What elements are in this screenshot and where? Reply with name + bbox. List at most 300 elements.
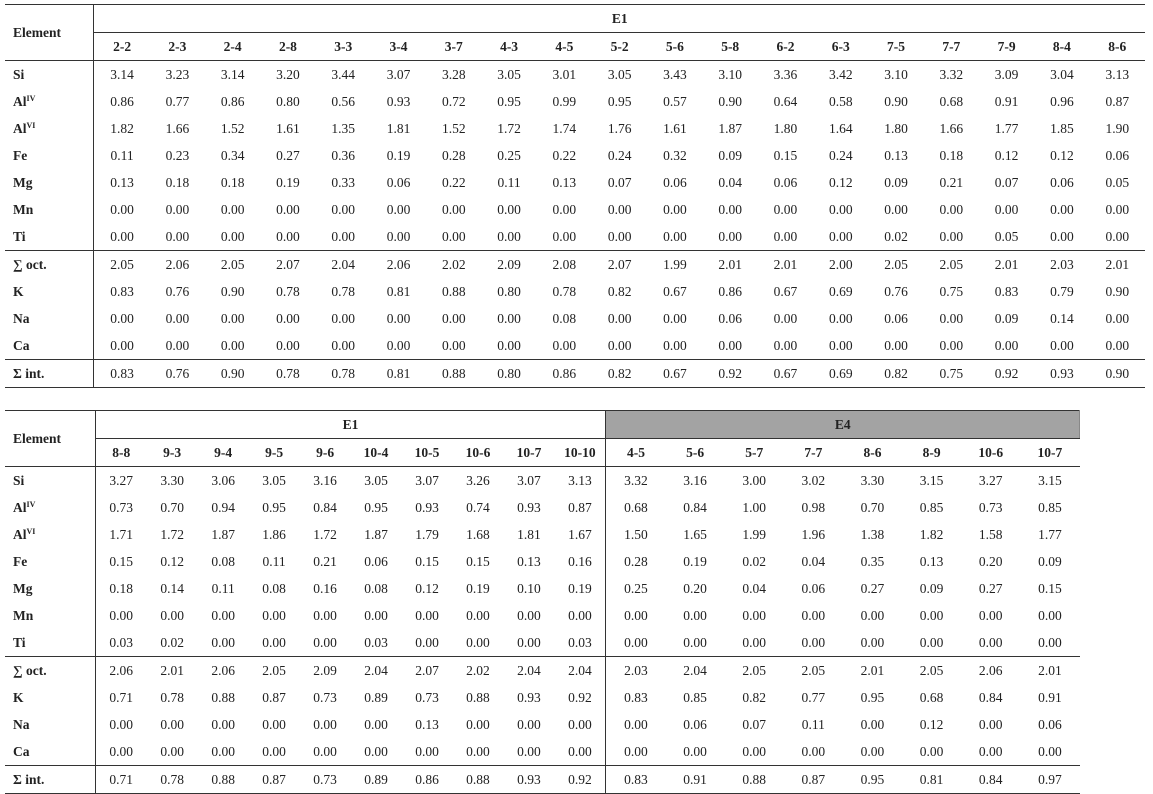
element-symbol: K bbox=[13, 689, 24, 705]
table-row bbox=[5, 88, 1145, 115]
sample-column-header: 2-8 bbox=[260, 33, 315, 61]
element-symbol: Mg bbox=[13, 174, 33, 190]
table-cell: 0.00 bbox=[683, 607, 707, 623]
table-cell: 0.00 bbox=[517, 743, 541, 759]
element-symbol: Fe bbox=[13, 553, 28, 569]
table-cell: 2.06 bbox=[961, 657, 1020, 685]
table-cell: 2.06 bbox=[150, 251, 205, 279]
table-cell: 0.00 bbox=[220, 310, 245, 326]
table-cell: 0.87 bbox=[568, 499, 592, 515]
table-cell: 1.77 bbox=[1038, 526, 1062, 542]
table-cell: 0.96 bbox=[1050, 93, 1074, 109]
table-cell: 0.00 bbox=[742, 607, 767, 623]
table-cell: 0.72 bbox=[441, 93, 466, 109]
element-label bbox=[5, 657, 95, 685]
coordination-superscript: VI bbox=[26, 526, 36, 536]
table-cell: 2.06 bbox=[95, 657, 146, 685]
table-cell: 0.07 bbox=[607, 174, 632, 190]
table-cell: 0.77 bbox=[801, 689, 826, 705]
table-cell: 0.78 bbox=[160, 689, 184, 705]
table-cell: 0.69 bbox=[813, 360, 868, 388]
table-cell: 0.00 bbox=[466, 634, 490, 650]
sample-column-header: 2-3 bbox=[150, 33, 205, 61]
table-cell: 1.99 bbox=[742, 526, 767, 542]
table-cell: 0.89 bbox=[364, 689, 388, 705]
table-cell: 0.12 bbox=[1050, 147, 1074, 163]
table-cell: 1.80 bbox=[773, 120, 798, 136]
table-cell: 0.81 bbox=[902, 766, 961, 794]
table-cell: 0.00 bbox=[211, 607, 235, 623]
table-cell: 0.00 bbox=[364, 743, 388, 759]
table-cell: 0.23 bbox=[165, 147, 190, 163]
table-cell: 0.80 bbox=[276, 93, 300, 109]
table-cell: 0.67 bbox=[663, 283, 687, 299]
table-cell: 0.00 bbox=[663, 310, 687, 326]
element-symbol: Σ int. bbox=[13, 771, 45, 787]
table-cell: 0.93 bbox=[1034, 360, 1089, 388]
table-cell: 0.00 bbox=[919, 634, 944, 650]
table-cell: 0.16 bbox=[568, 553, 592, 569]
table-cell: 0.83 bbox=[994, 283, 1019, 299]
element-symbol: Si bbox=[13, 66, 25, 82]
table-cell: 3.00 bbox=[742, 472, 767, 488]
table-cell: 0.93 bbox=[503, 766, 554, 794]
table-cell: 3.05 bbox=[262, 472, 286, 488]
table-cell: 0.00 bbox=[165, 228, 190, 244]
table-cell: 0.74 bbox=[466, 499, 490, 515]
table-cell: 0.87 bbox=[249, 766, 300, 794]
table-cell: 2.05 bbox=[94, 251, 150, 279]
table-cell: 0.88 bbox=[466, 689, 490, 705]
table-cell: 0.00 bbox=[939, 201, 964, 217]
table-cell: 0.88 bbox=[441, 283, 466, 299]
table-cell: 0.22 bbox=[441, 174, 466, 190]
table-cell: 0.00 bbox=[160, 607, 184, 623]
table-cell: 0.00 bbox=[801, 634, 826, 650]
element-label bbox=[5, 766, 95, 794]
sample-column-header: 4-5 bbox=[537, 33, 592, 61]
table-cell: 2.01 bbox=[1020, 657, 1079, 685]
table-cell: 3.20 bbox=[276, 66, 300, 82]
table-cell: 0.33 bbox=[331, 174, 356, 190]
table-cell: 2.05 bbox=[924, 251, 979, 279]
table-row bbox=[5, 223, 1145, 251]
table-cell: 0.82 bbox=[607, 283, 632, 299]
table-cell: 1.52 bbox=[220, 120, 245, 136]
table-row bbox=[5, 548, 1080, 575]
table-cell: 0.76 bbox=[150, 360, 205, 388]
table-cell: 2.01 bbox=[147, 657, 198, 685]
table-cell: 0.09 bbox=[1038, 553, 1062, 569]
table-cell: 0.00 bbox=[415, 634, 439, 650]
table-cell: 3.14 bbox=[110, 66, 134, 82]
table-cell: 0.11 bbox=[497, 174, 521, 190]
table-cell: 0.00 bbox=[165, 310, 190, 326]
table-cell: 1.81 bbox=[517, 526, 541, 542]
table-cell: 0.34 bbox=[220, 147, 245, 163]
element-column-header: Element bbox=[5, 411, 95, 467]
table-cell: 0.00 bbox=[568, 743, 592, 759]
table-cell: 0.00 bbox=[663, 228, 687, 244]
table-cell: 1.61 bbox=[276, 120, 300, 136]
table-cell: 0.70 bbox=[860, 499, 885, 515]
table-cell: 0.12 bbox=[160, 553, 184, 569]
sample-column-header: 2-2 bbox=[94, 33, 150, 61]
table-row bbox=[5, 657, 1080, 685]
table-cell: 0.92 bbox=[703, 360, 758, 388]
element-label bbox=[5, 305, 94, 332]
table-cell: 0.00 bbox=[110, 337, 134, 353]
table-cell: 1.38 bbox=[860, 526, 885, 542]
table-cell: 0.09 bbox=[994, 310, 1019, 326]
table-cell: 1.50 bbox=[606, 521, 666, 548]
table-cell: 0.00 bbox=[331, 337, 356, 353]
table-row bbox=[5, 766, 1080, 794]
table-cell: 0.08 bbox=[552, 310, 577, 326]
table-cell: 0.76 bbox=[165, 283, 190, 299]
table-cell: 0.00 bbox=[262, 743, 286, 759]
table-cell: 0.03 bbox=[109, 634, 134, 650]
table-cell: 0.90 bbox=[884, 93, 908, 109]
table-cell: 3.04 bbox=[1050, 66, 1074, 82]
sample-column-header: 10-10 bbox=[554, 439, 605, 467]
table-cell: 0.00 bbox=[978, 743, 1003, 759]
table-cell: 0.00 bbox=[978, 716, 1003, 732]
table-cell: 2.05 bbox=[902, 657, 961, 685]
element-label bbox=[5, 61, 94, 89]
table-cell: 0.18 bbox=[165, 174, 190, 190]
table-row bbox=[5, 332, 1145, 360]
table-cell: 0.73 bbox=[978, 499, 1003, 515]
table-cell: 3.14 bbox=[220, 66, 245, 82]
table-cell: 0.00 bbox=[110, 201, 134, 217]
table-cell: 0.00 bbox=[742, 634, 767, 650]
table-cell: 0.84 bbox=[683, 499, 707, 515]
table-cell: 0.13 bbox=[415, 716, 439, 732]
table-cell: 0.86 bbox=[110, 93, 134, 109]
table-cell: 0.00 bbox=[466, 607, 490, 623]
table-cell: 3.36 bbox=[773, 66, 798, 82]
table-cell: 0.81 bbox=[371, 360, 426, 388]
table-cell: 0.00 bbox=[1038, 607, 1062, 623]
table-cell: 0.22 bbox=[552, 147, 577, 163]
table-cell: 0.27 bbox=[978, 580, 1003, 596]
table-cell: 0.02 bbox=[884, 228, 908, 244]
table-cell: 0.06 bbox=[1038, 716, 1062, 732]
table-cell: 0.95 bbox=[262, 499, 286, 515]
table-cell: 0.00 bbox=[110, 228, 134, 244]
table-cell: 0.00 bbox=[607, 228, 632, 244]
table-cell: 0.11 bbox=[262, 553, 286, 569]
table-cell: 0.90 bbox=[1105, 283, 1130, 299]
table-cell: 0.03 bbox=[364, 634, 388, 650]
element-symbol: Ca bbox=[13, 337, 30, 353]
table-cell: 0.00 bbox=[1050, 337, 1074, 353]
table-cell: 0.95 bbox=[860, 689, 885, 705]
table-cell: 0.00 bbox=[364, 716, 388, 732]
table-cell: 0.00 bbox=[683, 743, 707, 759]
table-cell: 3.16 bbox=[683, 472, 707, 488]
table-row bbox=[5, 521, 1080, 548]
table-cell: 3.15 bbox=[1038, 472, 1062, 488]
element-label bbox=[5, 360, 94, 388]
table-cell: 0.04 bbox=[742, 580, 767, 596]
table-cell: 0.13 bbox=[884, 147, 908, 163]
table-cell: 1.85 bbox=[1050, 120, 1074, 136]
table-cell: 2.06 bbox=[371, 251, 426, 279]
table-cell: 0.78 bbox=[316, 360, 371, 388]
table-cell: 0.00 bbox=[415, 607, 439, 623]
table-cell: 0.93 bbox=[386, 93, 411, 109]
table-cell: 0.00 bbox=[262, 716, 286, 732]
table-cell: 1.96 bbox=[801, 526, 826, 542]
table-cell: 0.85 bbox=[683, 689, 707, 705]
element-label bbox=[5, 142, 94, 169]
table-cell: 0.83 bbox=[94, 360, 150, 388]
table-cell: 2.05 bbox=[868, 251, 923, 279]
table-cell: 0.06 bbox=[718, 310, 742, 326]
table-cell: 0.20 bbox=[683, 580, 707, 596]
table-cell: 0.00 bbox=[663, 337, 687, 353]
sample-column-header: 10-5 bbox=[402, 439, 453, 467]
table-cell: 3.30 bbox=[860, 472, 885, 488]
table-cell: 0.18 bbox=[109, 580, 134, 596]
table-cell: 0.12 bbox=[994, 147, 1019, 163]
table-cell: 0.00 bbox=[773, 228, 798, 244]
table-cell: 0.75 bbox=[924, 360, 979, 388]
table-cell: 1.35 bbox=[331, 120, 356, 136]
table-cell: 2.08 bbox=[537, 251, 592, 279]
sample-column-header: 10-7 bbox=[503, 439, 554, 467]
table-cell: 0.19 bbox=[276, 174, 300, 190]
table-cell: 0.00 bbox=[1038, 634, 1062, 650]
table-cell: 0.00 bbox=[466, 743, 490, 759]
table-cell: 0.67 bbox=[647, 360, 702, 388]
table-cell: 2.05 bbox=[725, 657, 784, 685]
table-cell: 0.06 bbox=[1105, 147, 1130, 163]
table-cell: 0.79 bbox=[1050, 283, 1074, 299]
table-cell: 0.00 bbox=[607, 337, 632, 353]
table-cell: 3.27 bbox=[109, 472, 134, 488]
table-cell: 0.71 bbox=[109, 689, 134, 705]
element-symbol: Fe bbox=[13, 147, 28, 163]
table-cell: 2.00 bbox=[813, 251, 868, 279]
composition-table-2 bbox=[5, 410, 1080, 794]
table-cell: 0.00 bbox=[939, 337, 964, 353]
element-symbol: Mn bbox=[13, 607, 34, 623]
table-cell: 0.27 bbox=[860, 580, 885, 596]
table-cell: 0.00 bbox=[683, 634, 707, 650]
table-cell: 0.91 bbox=[994, 93, 1019, 109]
table-cell: 1.67 bbox=[568, 526, 592, 542]
table-cell: 0.25 bbox=[606, 575, 666, 602]
table-cell: 0.00 bbox=[828, 228, 853, 244]
sample-column-header: 3-4 bbox=[371, 33, 426, 61]
table-cell: 2.04 bbox=[351, 657, 402, 685]
table-cell: 0.27 bbox=[276, 147, 300, 163]
table-cell: 0.00 bbox=[1105, 337, 1130, 353]
table-cell: 0.12 bbox=[828, 174, 853, 190]
table-cell: 0.00 bbox=[276, 201, 300, 217]
table-cell: 0.64 bbox=[773, 93, 798, 109]
element-symbol: Na bbox=[13, 716, 30, 732]
table-cell: 0.00 bbox=[441, 228, 466, 244]
element-symbol: Na bbox=[13, 310, 30, 326]
element-symbol: Ti bbox=[13, 634, 26, 650]
table-cell: 0.18 bbox=[220, 174, 245, 190]
table-cell: 3.05 bbox=[497, 66, 521, 82]
table-cell: 1.66 bbox=[165, 120, 190, 136]
table-cell: 0.00 bbox=[211, 743, 235, 759]
table-cell: 0.14 bbox=[1050, 310, 1074, 326]
table-cell: 0.00 bbox=[1050, 201, 1074, 217]
table-cell: 0.00 bbox=[262, 634, 286, 650]
table-cell: 0.00 bbox=[276, 337, 300, 353]
element-symbol: Ti bbox=[13, 228, 26, 244]
table-cell: 0.16 bbox=[313, 580, 337, 596]
table-cell: 2.01 bbox=[1090, 251, 1145, 279]
table-cell: 0.00 bbox=[165, 201, 190, 217]
table-cell: 3.05 bbox=[607, 66, 632, 82]
table-cell: 0.85 bbox=[919, 499, 944, 515]
table-cell: 0.93 bbox=[415, 499, 439, 515]
table-cell: 0.00 bbox=[313, 716, 337, 732]
table-cell: 0.88 bbox=[725, 766, 784, 794]
table-cell: 0.95 bbox=[364, 499, 388, 515]
table-cell: 0.08 bbox=[211, 553, 235, 569]
table-cell: 3.32 bbox=[606, 467, 666, 495]
table-cell: 0.06 bbox=[663, 174, 687, 190]
element-symbol: ∑ oct. bbox=[13, 256, 47, 272]
table-cell: 0.95 bbox=[497, 93, 521, 109]
table-cell: 0.14 bbox=[160, 580, 184, 596]
table-cell: 0.92 bbox=[554, 766, 605, 794]
table-cell: 0.07 bbox=[994, 174, 1019, 190]
element-label bbox=[5, 629, 95, 657]
table-cell: 0.09 bbox=[884, 174, 908, 190]
table-cell: 0.00 bbox=[313, 634, 337, 650]
table-row bbox=[5, 169, 1145, 196]
table-cell: 0.00 bbox=[211, 634, 235, 650]
table-cell: 0.21 bbox=[313, 553, 337, 569]
table-cell: 0.69 bbox=[828, 283, 853, 299]
table-cell: 1.72 bbox=[313, 526, 337, 542]
element-label bbox=[5, 251, 94, 279]
table-cell: 0.00 bbox=[568, 716, 592, 732]
sample-column-header: 10-4 bbox=[351, 439, 402, 467]
table-cell: 0.00 bbox=[773, 337, 798, 353]
composition-table-1 bbox=[5, 4, 1145, 388]
table-cell: 0.88 bbox=[453, 766, 504, 794]
table-cell: 3.32 bbox=[939, 66, 964, 82]
table-cell: 0.15 bbox=[109, 553, 134, 569]
table-cell: 0.78 bbox=[552, 283, 577, 299]
table-cell: 3.10 bbox=[884, 66, 908, 82]
table-cell: 0.73 bbox=[313, 689, 337, 705]
table-cell: 0.20 bbox=[978, 553, 1003, 569]
element-label bbox=[5, 548, 95, 575]
group-label-e1: E1 bbox=[94, 5, 1145, 33]
table-cell: 1.87 bbox=[718, 120, 742, 136]
table-cell: 0.86 bbox=[718, 283, 742, 299]
table-cell: 0.00 bbox=[860, 716, 885, 732]
table-cell: 0.00 bbox=[1105, 310, 1130, 326]
element-symbol: Mg bbox=[13, 580, 33, 596]
table-cell: 0.10 bbox=[517, 580, 541, 596]
table-cell: 0.00 bbox=[773, 310, 798, 326]
table-cell: 0.13 bbox=[517, 553, 541, 569]
table-cell: 1.82 bbox=[919, 526, 944, 542]
table-cell: 0.12 bbox=[415, 580, 439, 596]
table-cell: 0.81 bbox=[386, 283, 411, 299]
table-cell: 2.02 bbox=[426, 251, 481, 279]
table-cell: 0.03 bbox=[568, 634, 592, 650]
table-cell: 0.00 bbox=[718, 201, 742, 217]
table-cell: 0.90 bbox=[220, 283, 245, 299]
sample-column-header: 5-2 bbox=[592, 33, 647, 61]
table-cell: 3.05 bbox=[364, 472, 388, 488]
table-row bbox=[5, 738, 1080, 766]
table-cell: 0.88 bbox=[198, 766, 249, 794]
table-cell: 0.00 bbox=[109, 743, 134, 759]
table-cell: 1.87 bbox=[211, 526, 235, 542]
table-cell: 0.00 bbox=[1105, 201, 1130, 217]
table-cell: 0.04 bbox=[718, 174, 742, 190]
table-cell: 1.81 bbox=[386, 120, 411, 136]
table-cell: 1.99 bbox=[647, 251, 702, 279]
table-cell: 0.00 bbox=[773, 201, 798, 217]
table-cell: 0.75 bbox=[939, 283, 964, 299]
table-cell: 3.13 bbox=[568, 472, 592, 488]
sample-column-header: 5-8 bbox=[703, 33, 758, 61]
table-cell: 0.85 bbox=[1038, 499, 1062, 515]
table-cell: 1.00 bbox=[742, 499, 767, 515]
table-cell: 1.87 bbox=[364, 526, 388, 542]
sample-column-header: 8-8 bbox=[95, 439, 146, 467]
table-cell: 3.27 bbox=[978, 472, 1003, 488]
coordination-superscript: VI bbox=[26, 120, 36, 130]
table-cell: 0.00 bbox=[211, 716, 235, 732]
table-cell: 0.00 bbox=[497, 310, 521, 326]
sample-column-header: 7-9 bbox=[979, 33, 1034, 61]
table-cell: 0.00 bbox=[386, 337, 411, 353]
table-row bbox=[5, 278, 1145, 305]
table-cell: 0.25 bbox=[497, 147, 521, 163]
group-header-row bbox=[5, 5, 1145, 33]
table-cell: 0.12 bbox=[919, 716, 944, 732]
table-cell: 0.00 bbox=[919, 743, 944, 759]
coordination-superscript: IV bbox=[26, 93, 36, 103]
table-cell: 2.02 bbox=[453, 657, 504, 685]
table-cell: 1.79 bbox=[415, 526, 439, 542]
table-cell: 0.13 bbox=[919, 553, 944, 569]
table-cell: 0.00 bbox=[497, 337, 521, 353]
sample-column-header: 9-4 bbox=[198, 439, 249, 467]
table-cell: 0.89 bbox=[351, 766, 402, 794]
sample-column-header: 5-7 bbox=[725, 439, 784, 467]
table-cell: 3.28 bbox=[441, 66, 466, 82]
table-cell: 0.00 bbox=[415, 743, 439, 759]
table-cell: 3.42 bbox=[828, 66, 853, 82]
table-cell: 2.01 bbox=[979, 251, 1034, 279]
table-cell: 0.78 bbox=[276, 283, 300, 299]
table-cell: 3.06 bbox=[211, 472, 235, 488]
table-cell: 0.00 bbox=[1050, 228, 1074, 244]
table-cell: 0.08 bbox=[364, 580, 388, 596]
sample-column-header: 8-9 bbox=[902, 439, 961, 467]
table-cell: 0.94 bbox=[211, 499, 235, 515]
table-cell: 0.00 bbox=[220, 228, 245, 244]
